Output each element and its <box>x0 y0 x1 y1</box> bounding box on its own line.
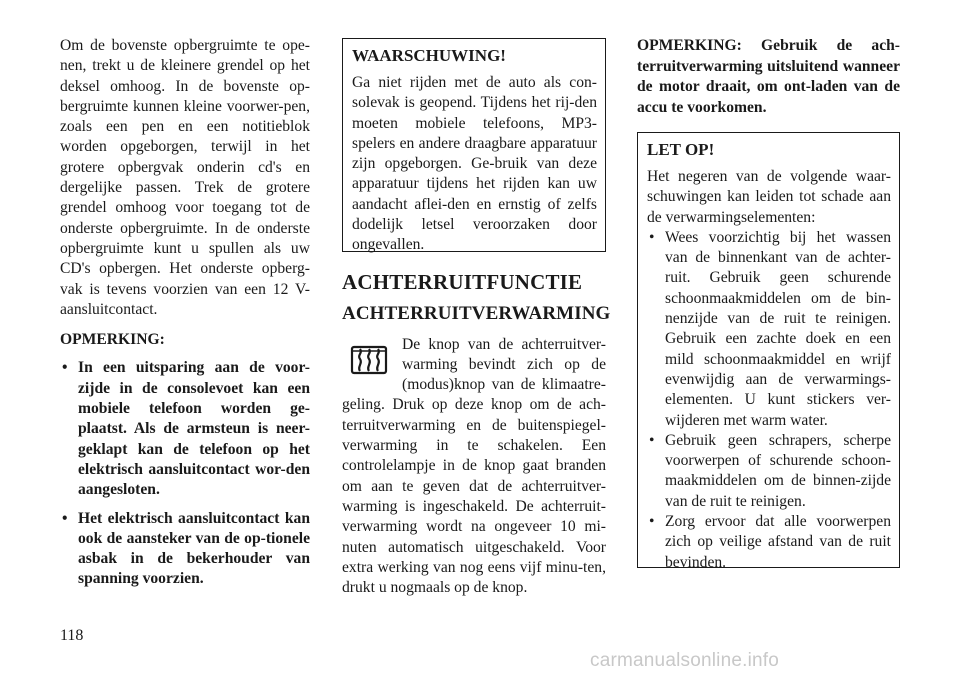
warning-title: WAARSCHUWING! <box>352 46 506 65</box>
defrost-note: OPMERKING: Gebruik de ach-terruitverwarming uitsluitend wanneer de motor draait, om ont-laden van de accu te voorkomen. <box>637 37 900 116</box>
caution-item: • Wees voorzichtig bij het wassen van de binnenkant van de achter-ruit. Gebruik geen schurende schoonmaakmiddelen om de bin-nenzijde van de ruit te reinigen. Gebruik een zachte doek en een mild schoonmaakmiddel en wrijf evenwijdig aan de verwarmings-elementen. U kunt stickers ver-wijderen met warm water. <box>647 228 891 431</box>
caution-item: • Zorg ervoor dat alle voorwerpen zich op veilige afstand van de ruit bevinden. <box>647 512 891 573</box>
rear-defrost-icon <box>350 343 388 377</box>
caution-intro: Het negeren van de volgende waar-schuwingen kan leiden tot schade aan de verwarmingselementen: <box>647 168 891 226</box>
defrost-body: De knop van de achterruitver-warming bevindt zich op de (modus)knop van de klimaatre-geling. Druk op deze knop om de ach-terruitverwarming en de buitenspiegel-verwarming in te schakelen. Een controlelampje in de knop gaat branden om aan te geven dat de achterruitver-warming is ingeschakeld. De achterruit-verwarming wordt na ongeveer 10 mi-nuten automatisch uitgeschakeld. Voor extra werking van nog eens vijf minu-ten, drukt u nogmaals op de knop. <box>342 335 606 597</box>
caution-title: LET OP! <box>647 140 715 159</box>
caution-box <box>637 132 900 571</box>
warning-box <box>342 38 606 252</box>
note-item: • In een uitsparing aan de voor-zijde in de consolevoet kan een mobiele telefoon worden ge-plaatst. Als de armsteun is neer-geklapt kan de telefoon op het elektrisch aansluitcontact wor-den aangesloten. <box>60 358 310 500</box>
middle-column <box>342 36 611 598</box>
section-title: ACHTERRUITFUNCTIE <box>342 270 583 294</box>
caution-list <box>647 228 891 573</box>
caution-item: • Gebruik geen schrapers, scherpe voorwerpen of schurende schoon-maakmiddelen om de binnen-zijde van de ruit te reinigen. <box>647 431 891 512</box>
subsection-title: ACHTERRUITVERWARMING <box>342 303 611 325</box>
note-list <box>60 358 310 589</box>
intro-paragraph: Om de bovenste opbergruimte te ope-nen, trekt u de kleinere grendel op het deksel omhoog. In de bovenste op-bergruimte kunnen kleine voorwer-pen, zoals een pen en een notitieblok worden opgeborgen, terwijl in het grotere opbergvak onderin cd's en dergelijke passen. Trek de grotere grendel omhoog voor toegang tot de onderste opbergruimte. In de onderste opbergruimte kunt u spullen als uw CD's opbergen. Het onderste opberg-vak is tevens voorzien van een 12 V-aansluitcontact. <box>60 37 310 318</box>
note-label: OPMERKING: <box>60 331 165 349</box>
left-column <box>60 36 310 598</box>
note-item: • Het elektrisch aansluitcontact kan ook de aansteker van de op-tionele asbak in de bekerhouder van spanning voorzien. <box>60 509 310 590</box>
watermark: carmanualsonline.info <box>590 650 780 671</box>
page-number: 118 <box>60 627 84 644</box>
defrost-section <box>342 335 606 599</box>
right-column <box>637 36 900 571</box>
warning-text: Ga niet rijden met de auto als con-solevak is geopend. Tijdens het rij-den moeten mobiele telefoons, MP3-spelers en andere draagbare apparatuur zijn opgeborgen. Ge-bruik van deze apparatuur tijdens het rijden kan uw aandacht aflei-den en ernstig of zelfs dodelijk letsel veroorzaken door ongevallen. <box>352 74 597 254</box>
